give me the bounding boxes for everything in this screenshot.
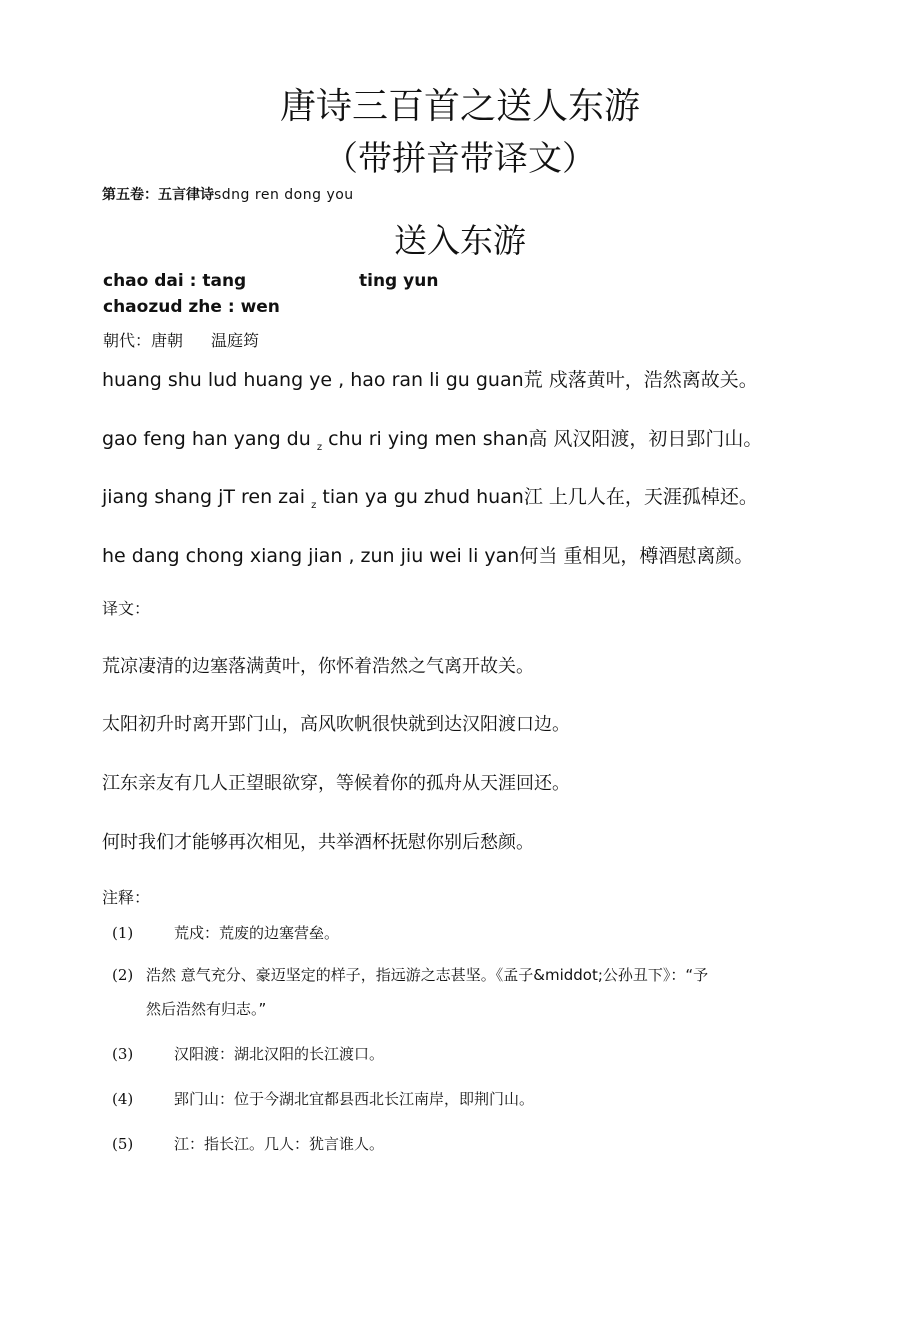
verse-pinyin: gao feng han yang du xyxy=(102,428,317,450)
note-text: 江：指长江。几人：犹言谁人。 xyxy=(174,1135,385,1153)
note-text-continued: 然后浩然有归志。” xyxy=(146,1000,267,1018)
note-number: (2) xyxy=(112,966,134,984)
note-number: (4) xyxy=(112,1090,134,1108)
note-number: (5) xyxy=(112,1135,134,1153)
note-number: (3) xyxy=(112,1045,134,1063)
volume-romanization: sdng ren dong you xyxy=(214,187,354,203)
verse-line xyxy=(102,365,758,396)
note-text: 郢门山：位于今湖北宜都县西北长江南岸，即荆门山。 xyxy=(174,1090,535,1108)
volume-line xyxy=(102,184,354,206)
verse-pinyin: huang shu lud huang ye , hao ran li gu guan xyxy=(102,369,524,391)
dynasty: 朝代：唐朝 xyxy=(103,331,184,350)
verse-text: 江 上几人在，天涯孤棹还。 xyxy=(523,486,758,508)
document-subtitle: （带拼音带译文） xyxy=(324,139,596,179)
translation-label: 译文： xyxy=(102,599,151,618)
author: 温庭筠 xyxy=(211,331,260,350)
note-text: 汉阳渡：湖北汉阳的长江渡口。 xyxy=(174,1045,385,1063)
verse-text: 荒 戍落黄叶，浩然离故关。 xyxy=(523,369,758,391)
verse-pinyin: jiang shang jT ren zai xyxy=(102,486,312,508)
translation-line: 荒凉凄清的边塞落满黄叶，你怀着浩然之气离开故关。 xyxy=(102,656,534,677)
verse-pinyin-continued: tian ya gu zhud huan xyxy=(316,486,524,508)
pinyin-dynasty: chao dai : tang xyxy=(103,271,247,291)
document-title: 唐诗三百首之送人东游 xyxy=(279,86,640,127)
verse-pinyin-continued: chu ri ying men shan xyxy=(322,428,529,450)
verse-text: 高 风汉阳渡，初日郢门山。 xyxy=(528,428,763,450)
verse-pinyin: he dang chong xiang jian , zun jiu wei li yan xyxy=(102,545,520,567)
dynasty-author-line xyxy=(103,328,259,354)
verse-subscript: z xyxy=(316,441,323,453)
pinyin-author: ting yun xyxy=(359,271,439,291)
verse-line xyxy=(102,424,762,463)
note-text: 浩然 意气充分、豪迈坚定的样子，指远游之志甚坚。《孟子&middot;公孙丑下》：“予 xyxy=(146,966,709,984)
note-number: (1) xyxy=(112,924,134,942)
poem-title: 送入东游 xyxy=(394,221,526,260)
verse-subscript: z xyxy=(311,499,317,511)
notes-label: 注释： xyxy=(102,888,151,907)
note-text: 荒戍：荒废的边塞营垒。 xyxy=(174,924,340,942)
verse-line xyxy=(102,541,753,572)
verse-line xyxy=(102,482,758,521)
pinyin-author-label: chaozud zhe : wen xyxy=(103,297,280,317)
translation-line: 太阳初升时离开郢门山，高风吹帆很快就到达汉阳渡口边。 xyxy=(102,714,570,735)
volume-label: 第五卷：五言律诗 xyxy=(102,187,214,203)
translation-line: 江东亲友有几人正望眼欲穿，等候着你的孤舟从天涯回还。 xyxy=(102,773,570,794)
translation-line: 何时我们才能够再次相见，共举酒杯抚慰你别后愁颜。 xyxy=(102,832,534,853)
verse-text: 何当 重相见，樽酒慰离颜。 xyxy=(519,545,754,567)
